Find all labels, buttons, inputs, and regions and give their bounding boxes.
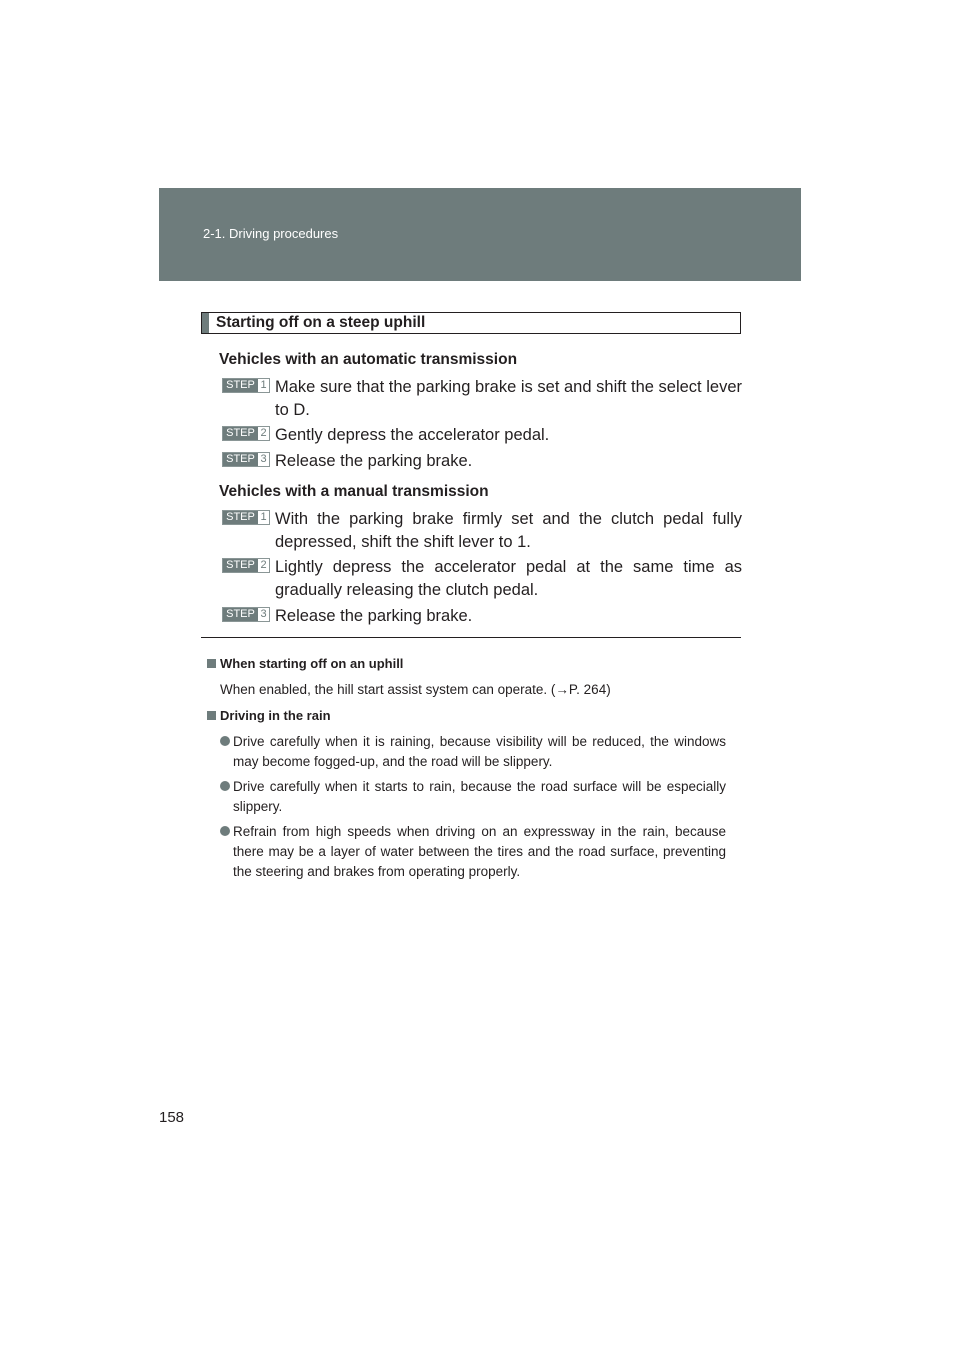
circle-bullet-icon xyxy=(220,736,230,746)
step-badge-label: STEP xyxy=(223,427,258,440)
manual-step-1 xyxy=(222,508,742,554)
auto-step-1 xyxy=(222,376,742,422)
section-title-box xyxy=(201,312,741,334)
step-text: Lightly depress the accelerator pedal at the same time as gradually releasing the clutch pedal. xyxy=(275,558,742,599)
bullet-text: Drive carefully when it starts to rain, because the road surface will be especially slippery. xyxy=(233,779,726,814)
note-heading-text: When starting off on an uphill xyxy=(220,656,404,671)
step-text: Release the parking brake. xyxy=(275,607,473,625)
manual-step-3 xyxy=(222,605,742,628)
step-badge-number: 1 xyxy=(258,511,269,524)
title-marker xyxy=(202,313,209,333)
step-text: Gently depress the accelerator pedal. xyxy=(275,426,550,444)
step-badge-number: 3 xyxy=(258,608,269,621)
step-badge xyxy=(222,558,270,573)
section-title: Starting off on a steep uphill xyxy=(216,314,426,331)
step-badge xyxy=(222,452,270,467)
step-badge-number: 1 xyxy=(258,379,269,392)
step-badge xyxy=(222,426,270,441)
auto-step-3 xyxy=(222,450,742,473)
note-heading-uphill xyxy=(207,656,403,671)
page-number: 158 xyxy=(159,1109,185,1126)
step-badge-label: STEP xyxy=(223,608,258,621)
step-badge xyxy=(222,607,270,622)
auto-step-2 xyxy=(222,424,742,447)
square-bullet-icon xyxy=(207,659,216,668)
step-badge xyxy=(222,510,270,525)
step-badge xyxy=(222,378,270,393)
circle-bullet-icon xyxy=(220,826,230,836)
manual-transmission-heading: Vehicles with a manual transmission xyxy=(219,483,489,500)
bullet-text: Refrain from high speeds when driving on an expressway in the rain, because there may be a layer of water between the tires and the road surface, preventing the steering and brakes from operating properly. xyxy=(233,824,726,879)
step-badge-number: 3 xyxy=(258,453,269,466)
automatic-transmission-heading: Vehicles with an automatic transmission xyxy=(219,351,518,368)
square-bullet-icon xyxy=(207,711,216,720)
step-badge-label: STEP xyxy=(223,511,258,524)
note-heading-rain xyxy=(207,708,331,723)
manual-step-2 xyxy=(222,556,742,602)
step-badge-label: STEP xyxy=(223,559,258,572)
note-body-uphill: When enabled, the hill start assist system can operate. (→P. 264) xyxy=(220,682,611,697)
bullet-text: Drive carefully when it is raining, because visibility will be reduced, the windows may become fogged-up, and the road will be slippery. xyxy=(233,734,726,769)
step-badge-label: STEP xyxy=(223,453,258,466)
step-text: Make sure that the parking brake is set and shift the select lever to D. xyxy=(275,378,742,419)
step-badge-number: 2 xyxy=(258,559,269,572)
section-label: 2-1. Driving procedures xyxy=(203,226,339,241)
rain-bullet-3 xyxy=(220,822,726,882)
section-divider xyxy=(201,637,741,638)
step-text: Release the parking brake. xyxy=(275,452,473,470)
step-badge-number: 2 xyxy=(258,427,269,440)
note-heading-text: Driving in the rain xyxy=(220,708,331,723)
step-text: With the parking brake firmly set and the clutch pedal fully depressed, shift the shift lever to 1. xyxy=(275,510,742,551)
circle-bullet-icon xyxy=(220,781,230,791)
rain-bullet-2 xyxy=(220,777,726,817)
step-badge-label: STEP xyxy=(223,379,258,392)
rain-bullet-1 xyxy=(220,732,726,772)
